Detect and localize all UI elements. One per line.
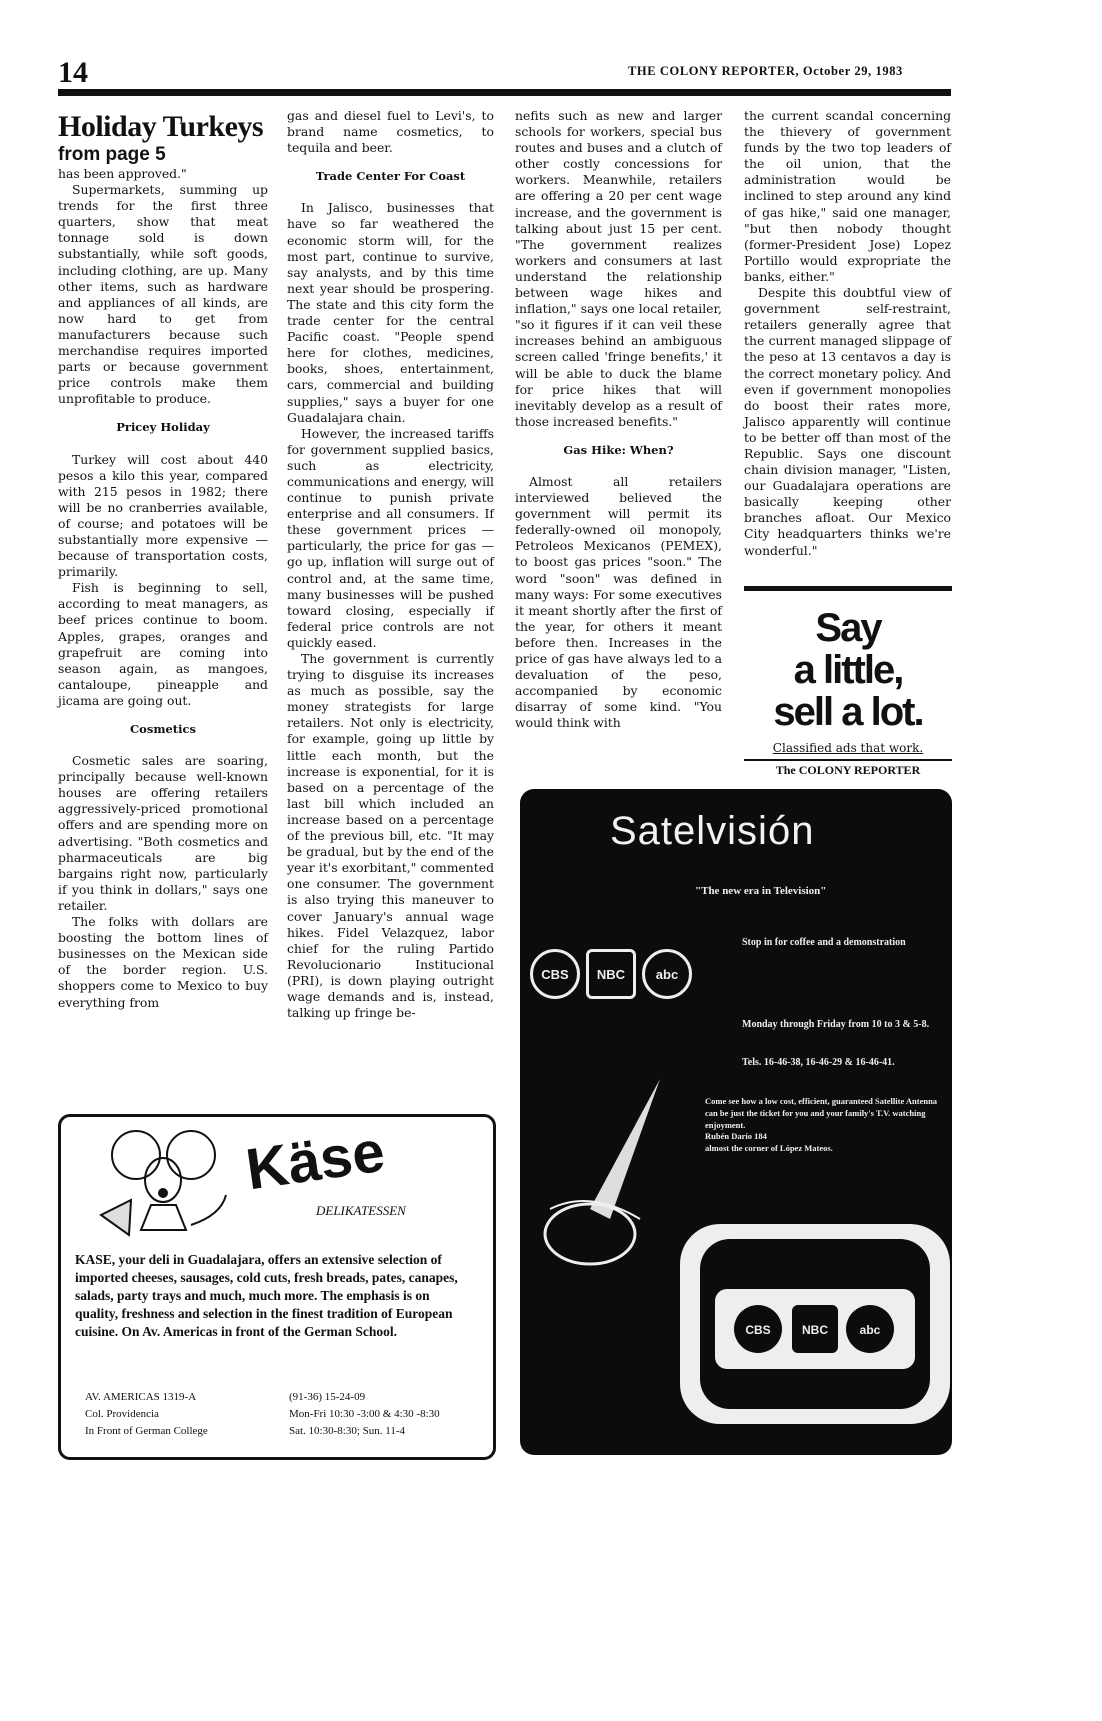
column-1 [58, 110, 268, 1011]
address-line: Col. Providencia [85, 1408, 159, 1420]
paragraph: Turkey will cost about 440 pesos a kilo this year, compared with 215 pesos in 1982; there will be no cranberries available, of course; and potatoes will be substantially more expensive — because of transportation costs, primarily. [58, 451, 268, 580]
nbc-logo-icon: NBC [586, 949, 636, 999]
nbc-logo-icon: NBC [802, 1323, 828, 1337]
ad-pitch: Come see how a low cost, efficient, guaranteed Satellite Antenna can be just the ticket for you and your family's T.V. watching enjoyment. [705, 1096, 938, 1130]
paragraph: gas and diesel fuel to Levi's, to brand name cosmetics, to tequila and beer. [287, 108, 494, 156]
column-3 [515, 108, 722, 731]
publication-dateline: THE COLONY REPORTER, October 29, 1983 [628, 64, 903, 78]
kase-subtitle: DELIKATESSEN [316, 1203, 406, 1218]
article-jump-line: from page 5 [58, 144, 166, 165]
paragraph: The government is currently trying to disguise its increases as much as possible, say the money strategists for large retailers. Not only is electricity, for example, going up little by little each month, but the increase is exponential, for it is based on a percentage of the last bill which included an increase based on a percentage of the previous bill, etc. "It may be gradual, but by the end of the year it's exorbitant," commented one consumer. The government is also trying this maneuver to cover January's annual wage hikes. Fidel Velazquez, labor chief for the ruling Partido Revolucionario Institucional (PRI), is down playing outright wage demands and is, instead, talking up fringe be- [287, 651, 494, 1021]
ad-headline: a little, [793, 648, 903, 692]
classified-ad [744, 586, 952, 783]
ad-publication: The COLONY REPORTER [744, 759, 952, 778]
cbs-logo-icon: CBS [745, 1323, 771, 1337]
ad-hours: Monday through Friday from 10 to 3 & 5-8. [742, 1019, 930, 1030]
paragraph: nefits such as new and larger schools for workers, special bus routes and buses and a clutch of other costly concessions for workers. Meanwhile, retailers are offering a 20 per cent wage increase, and the government is talking about just 15 per cent. "The government realizes workers and consumers at last understand the relationship between wage hikes and inflation," says one local retailer, "so it figures if it can veil these increases behind an ambiguous screen called 'fringe benefits,' it will be able to duck the blame for price hikes that will inevitably develop as a result of those increased benefits." [515, 108, 722, 429]
column-2 [287, 108, 494, 1021]
paragraph: Supermarkets, summing up trends for the first three quarters, show that meat tonnage sold is down substantially, while soft goods, including clothing, are up. Many other items, such as hardware and appliances of all kinds, are now hard to get from manufacturers because such merchandise requires imported parts or because government price controls make them unprofitable to produce. [58, 182, 268, 407]
ad-subtitle: Classified ads that work. [772, 741, 924, 755]
ad-address: Rubén Darío 184 [705, 1131, 767, 1141]
page-number: 14 [58, 56, 88, 89]
satellite-tv-illustration [530, 1059, 950, 1439]
ad-phones: Tels. 16-46-38, 16-46-29 & 16-46-41. [742, 1057, 895, 1068]
paragraph: In Jalisco, businesses that have so far weathered the economic storm will, for the most part, continue to survive, say analysts, and by this time next year should be prospering. The state and this city form the trade center for the central Pacific coast. "People spend here for clothes, medicines, books, shoes, entertainment, cars, commercial and building supplies," says a buyer for one Guadalajara chain. [287, 200, 494, 425]
paragraph: Despite this doubtful view of government self-restraint, retailers generally agree that the current managed slippage of the peso at 13 centavos a day is the correct monetary policy. And even if government monopolies do boost their rates more, Jalisco apparently will continue to be better off than most of the Republic. Says one discount chain division manager, "Listen, our Guadalajara operations are basically keeping other branches afloat. Our Mexico City headquarters thinks we're wonderful." [744, 285, 951, 558]
section-subhead: Gas Hike: When? [563, 442, 674, 457]
kase-description: KASE, your deli in Guadalajara, offers an extensive selection of imported cheeses, sausages, cold cuts, fresh breads, pates, canapes, salads, party trays and much, much more. The emphasis is on quality, freshness and selection in the finest tradition of European cuisine. On Av. Americas in front of the German School. [75, 1252, 458, 1339]
section-subhead: Trade Center For Coast [315, 169, 466, 184]
column-4 [744, 108, 951, 559]
header-rule [58, 89, 951, 96]
satelvision-ad [520, 789, 952, 1455]
ad-corner: almost the corner of López Mateos. [705, 1143, 833, 1153]
mouse-illustration-icon [81, 1125, 231, 1240]
kase-hours: Mon-Fri 10:30 -3:00 & 4:30 -8:30 [289, 1408, 440, 1420]
cbs-logo-icon: CBS [530, 949, 580, 999]
paragraph: Cosmetic sales are soaring, principally because well-known houses are offering retailers aggressively-priced promotional offers and are spending more on advertising. "Both cosmetics and pharmaceuticals are big bargains right now, particularly if you think in dollars," says one retailer. [58, 753, 268, 913]
kase-logo: Käse [242, 1118, 389, 1203]
kase-address [85, 1389, 208, 1440]
abc-logo-icon: abc [859, 1323, 881, 1337]
kase-deli-ad [58, 1114, 496, 1460]
ad-tagline: "The new era in Television" [695, 885, 827, 897]
paragraph: Fish is beginning to sell, according to meat managers, as beef prices continue to boom. Apples, grapes, oranges and grapefruit are coming into season again, as mangoes, cantaloupe, pineapple and jicama are going out. [58, 580, 268, 708]
paragraph: Almost all retailers interviewed believed the government will permit its federally-owned oil monopoly, Petroleos Mexicanos (PEMEX), to boost gas prices "soon." The word "soon" was defined in many ways: For some executives it meant shortly after the first of the year, for others it meant before then. Increases in the price of gas have always led to a devaluation of the peso, accompanied by economic disarray of some kind. "You would think with [515, 473, 722, 731]
kase-contact [289, 1389, 440, 1440]
paragraph: has been approved." [58, 166, 187, 181]
paragraph: The folks with dollars are boosting the bottom lines of businesses on the Mexican side of the border region. U.S. shoppers come to Mexico to buy everything from [58, 914, 268, 1010]
section-subhead: Cosmetics [130, 722, 196, 736]
abc-logo-icon: abc [642, 949, 692, 999]
ad-title: Satelvisión [610, 809, 815, 853]
address-line: In Front of German College [85, 1425, 208, 1437]
address-line: AV. AMERICAS 1319-A [85, 1391, 197, 1403]
paragraph: However, the increased tariffs for government supplied basics, such as electricity, communications and energy, will continue to punish private enterprise and all consumers. If these government prices — particularly, the price for gas — go up, inflation will surge out of control and, at the same time, many businesses will be pushed toward closing, especially if federal price controls are not quickly eased. [287, 425, 494, 650]
paragraph: the current scandal concerning the thievery of government funds by the two top leaders of the oil union, that the administration would be inclined to step around any kind of gas hike," said one manager, "but then nobody thought (former-President Jose) Lopez Portillo would expropriate the banks, either." [744, 108, 951, 284]
ad-headline: sell a lot. [773, 690, 923, 734]
network-logos [530, 949, 692, 999]
kase-hours: Sat. 10:30-8:30; Sun. 11-4 [289, 1425, 406, 1437]
ad-headline: Say [815, 606, 881, 650]
ad-invite: Stop in for coffee and a demonstration [742, 937, 906, 948]
section-subhead: Pricey Holiday [116, 420, 210, 435]
kase-phone: (91-36) 15-24-09 [289, 1391, 366, 1403]
article-headline: Holiday Turkeys [58, 110, 264, 143]
